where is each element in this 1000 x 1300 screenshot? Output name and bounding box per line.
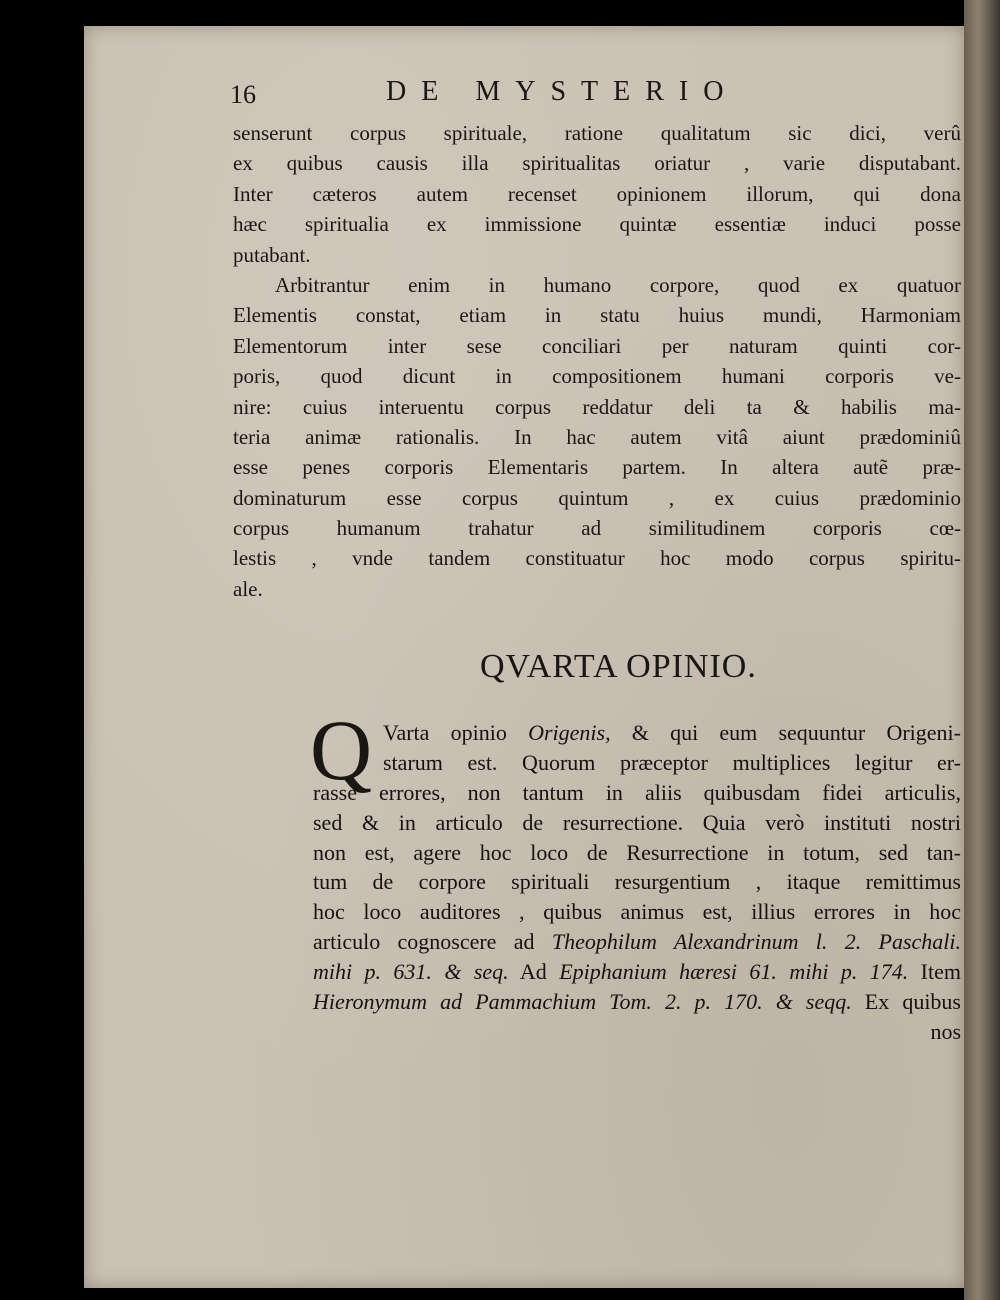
text-line: senserunt corpus spirituale, ratione qualitatum sic dici, verû bbox=[233, 121, 961, 145]
page-header bbox=[230, 76, 790, 112]
text-line: hoc loco auditores , quibus animus est, illius errores in hoc bbox=[313, 899, 961, 925]
text-line: Hieronymum ad Pammachium Tom. 2. p. 170. & seqq. Ex quibus bbox=[313, 989, 961, 1015]
text-line: Inter cæteros autem recenset opinionem illorum, qui dona bbox=[233, 181, 961, 206]
text-line: mihi p. 631. & seq. Ad Epiphanium hæresi 61. mihi p. 174. Item bbox=[313, 959, 961, 985]
text-line: tum de corpore spirituali resurgentium , itaque remittimus bbox=[313, 869, 961, 895]
text-line: sed & in articulo de resurrectione. Quia verò instituti nostri bbox=[313, 809, 961, 835]
drop-cap: Q bbox=[310, 702, 373, 798]
text-line: nire: cuius interuentu corpus reddatur deli ta & habilis ma- bbox=[233, 394, 961, 419]
text-line: non est, agere hoc loco de Resurrectione in totum, sed tan- bbox=[313, 839, 961, 865]
page-number: 16 bbox=[230, 80, 256, 109]
section-body bbox=[313, 718, 961, 1047]
text-line: Elementis constat, etiam in statu huius mundi, Harmoniam bbox=[233, 303, 961, 328]
text-line: starum est. Quorum præceptor multiplices legitur er- bbox=[383, 749, 961, 775]
text-line: teria animæ rationalis. In hac autem vitâ aiunt prædominiû bbox=[233, 424, 961, 449]
text-line: hæc spiritualia ex immissione quintæ essentiæ induci posse bbox=[233, 212, 961, 237]
text-line: poris, quod dicunt in compositionem humani corporis ve- bbox=[233, 364, 961, 389]
text-line: ex quibus causis illa spiritualitas oriatur , varie disputabant. bbox=[233, 151, 961, 176]
text-line: lestis , vnde tandem constituatur hoc modo corpus spiritu- bbox=[233, 546, 961, 571]
text-line: Arbitrantur enim in humano corpore, quod ex quatuor bbox=[275, 272, 961, 297]
text-line: Elementorum inter sese conciliari per naturam quinti cor- bbox=[233, 333, 961, 358]
text-line: Varta opinio Origenis, & qui eum sequuntur Origeni- bbox=[383, 720, 961, 745]
text-line: ale. bbox=[233, 576, 263, 601]
text-line: articulo cognoscere ad Theophilum Alexandrinum l. 2. Paschali. bbox=[313, 929, 962, 955]
running-head: DE MYSTERIO bbox=[386, 76, 739, 107]
text-line: esse penes corporis Elementaris partem. In altera autẽ præ- bbox=[233, 455, 961, 480]
text-line: putabant. bbox=[233, 242, 311, 267]
text-line: corpus humanum trahatur ad similitudinem corporis cœ- bbox=[233, 516, 961, 541]
body-text bbox=[233, 118, 961, 604]
text-line: dominaturum esse corpus quintum , ex cuius prædominio bbox=[233, 485, 961, 510]
text-line: rasse errores, non tantum in aliis quibusdam fidei articulis, bbox=[313, 779, 961, 805]
section-heading: QVARTA OPINIO. bbox=[480, 648, 757, 685]
catchword: nos bbox=[930, 1018, 961, 1044]
page-edge bbox=[964, 0, 1000, 1300]
